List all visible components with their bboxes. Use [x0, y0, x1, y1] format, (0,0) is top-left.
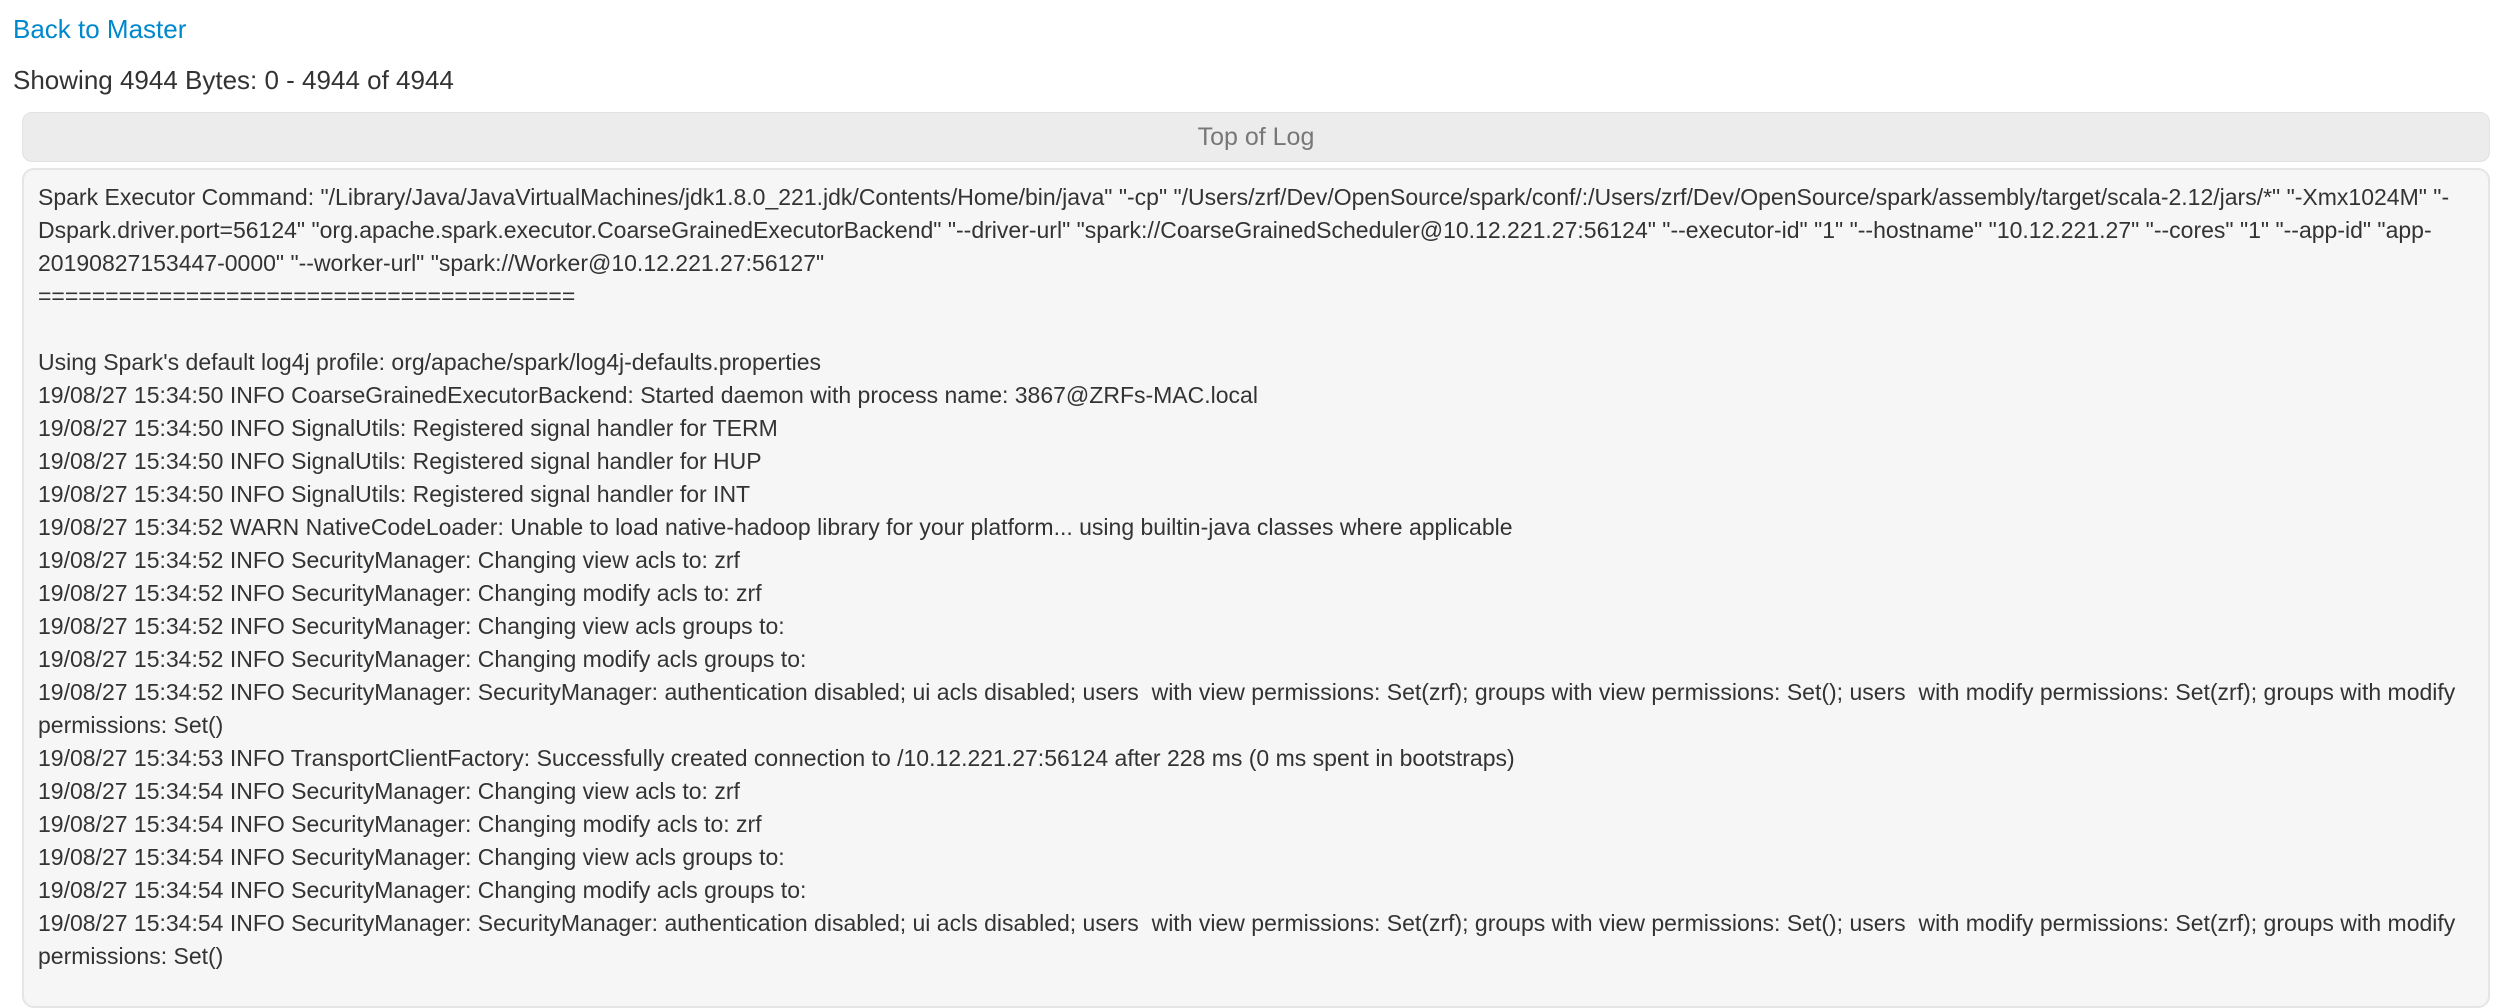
log-line: Spark Executor Command: "/Library/Java/JavaVirtualMachines/jdk1.8.0_221.jdk/Contents/Home/bin/java" "-cp" "/Users/zrf/Dev/OpenSource/spark/conf/:/Users/zrf/Dev/OpenSource/spark/assembly/target/scala-2.12/jars/*" "-Xmx1024M" "-Dspark.driver.port=56124" "org.apache.spark.executor.CoarseGrainedExecutorBackend" "--driver-url" "spark://CoarseGrainedScheduler@10.12.221.27:56124" "--executor-id" "1" "--hostname" "10.12.221.27" "--cores" "1" "--app-id" "app-20190827153447-0000" "--worker-url" "spark://Worker@10.12.221.27:56127" [38, 184, 2450, 276]
log-line: 19/08/27 15:34:50 INFO CoarseGrainedExecutorBackend: Started daemon with process name: 3867@ZRFs-MAC.local [38, 382, 1258, 408]
log-line: 19/08/27 15:34:52 INFO SecurityManager: Changing modify acls to: zrf [38, 580, 762, 606]
log-line: 19/08/27 15:34:50 INFO SignalUtils: Registered signal handler for INT [38, 481, 751, 507]
top-of-log-label: Top of Log [1197, 122, 1315, 151]
top-of-log-button [22, 112, 2490, 162]
log-line: 19/08/27 15:34:52 INFO SecurityManager: Changing view acls groups to: [38, 613, 792, 639]
log-line: 19/08/27 15:34:54 INFO SecurityManager: Changing view acls to: zrf [38, 778, 740, 804]
byte-range-info: Showing 4944 Bytes: 0 - 4944 of 4944 [13, 65, 454, 95]
log-line: 19/08/27 15:34:50 INFO SignalUtils: Registered signal handler for HUP [38, 448, 762, 474]
log-line: Using Spark's default log4j profile: org/apache/spark/log4j-defaults.properties [38, 349, 821, 375]
log-line: ======================================== [38, 283, 576, 309]
log-content [22, 168, 2490, 1008]
log-line: 19/08/27 15:34:52 INFO SecurityManager: Changing view acls to: zrf [38, 547, 740, 573]
log-line: 19/08/27 15:34:53 INFO TransportClientFactory: Successfully created connection to /10.12.221.27:56124 after 228 ms (0 ms spent in bootstraps) [38, 745, 1515, 771]
log-line: 19/08/27 15:34:54 INFO SecurityManager: Changing view acls groups to: [38, 844, 792, 870]
log-line: 19/08/27 15:34:52 INFO SecurityManager: Changing modify acls groups to: [38, 646, 813, 672]
log-line: 19/08/27 15:34:50 INFO SignalUtils: Registered signal handler for TERM [38, 415, 778, 441]
log-line: 19/08/27 15:34:54 INFO SecurityManager: Changing modify acls to: zrf [38, 811, 762, 837]
log-line: 19/08/27 15:34:54 INFO SecurityManager: Changing modify acls groups to: [38, 877, 813, 903]
log-line: 19/08/27 15:34:54 INFO SecurityManager: SecurityManager: authentication disabled; ui acls disabled; users with view permissions: Set(zrf); groups with view permissions: Set(); users with modify permissions: Set(zrf); groups with modify permissions: Set() [38, 910, 2462, 969]
back-to-master-link[interactable]: Back to Master [13, 14, 187, 44]
log-line: 19/08/27 15:34:52 INFO SecurityManager: SecurityManager: authentication disabled; ui acls disabled; users with view permissions: Set(zrf); groups with view permissions: Set(); users with modify permissions: Set(zrf); groups with modify permissions: Set() [38, 679, 2462, 738]
log-line [38, 313, 2474, 346]
log-line: 19/08/27 15:34:52 WARN NativeCodeLoader: Unable to load native-hadoop library for your platform... using builtin-java classes where applicable [38, 514, 1513, 540]
